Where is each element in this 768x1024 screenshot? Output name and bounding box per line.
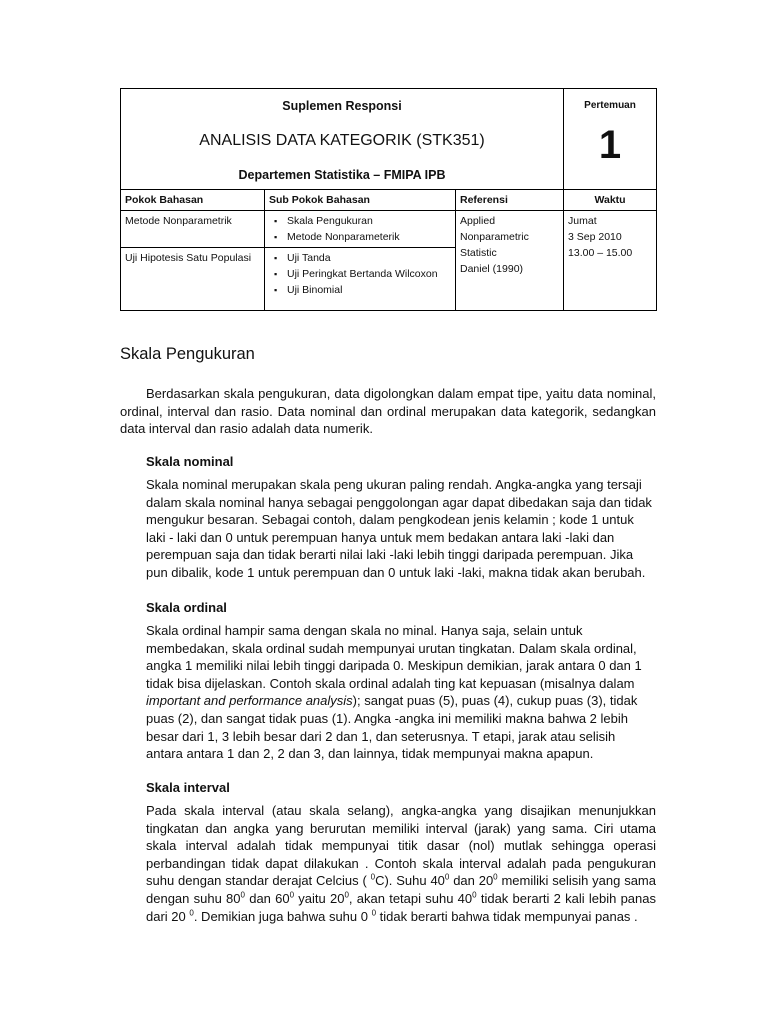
time-cell — [564, 211, 657, 311]
text-span: C). Suhu 40 — [375, 873, 445, 889]
text-line: antara antara 1 dan 2, 2 dan 3, dan lainnya, tidak mempunyai makna apapun. — [146, 746, 594, 762]
text-line: besar dari 1, 3 lebih besar dari 2 dan 1, dan seterusnya. T etapi, jarak atau selisih — [146, 728, 616, 744]
subsection-title-interval: Skala interval — [146, 780, 230, 795]
text-span: tidak berarti bahwa tidak mempunyai panas . — [376, 908, 638, 924]
text-line: Skala nominal merupakan skala peng ukuran paling rendah. Angka-angka yang tersaji — [146, 477, 642, 492]
text-span: tidak berarti 2 kali lebih panas dari 20 — [146, 890, 656, 924]
degree-mark: 0 — [189, 908, 194, 918]
degree-mark: 0 — [444, 873, 450, 883]
subtopic-item: ▪ Uji Binomial — [269, 282, 451, 298]
subsection-title-ordinal: Skala ordinal — [146, 600, 227, 615]
degree-mark: 0 — [344, 890, 349, 900]
subtopic-cell — [265, 211, 456, 248]
reference-cell — [456, 211, 564, 311]
text-line: mengukur besaran. Sebagai contoh, dalam pengkodean jenis kelamin ; kode 1 untuk — [146, 512, 634, 528]
degree-mark: 0 — [493, 873, 498, 883]
text-line: tidak bisa dijelaskan. Contoh skala ordinal adalah ting kat kepuasan (misalnya dalam — [146, 675, 635, 691]
subtopic-item: ▪ Metode Nonparameterik — [269, 229, 451, 245]
text-span: dan 60 — [244, 890, 290, 906]
supplement-label: Suplemen Responsi — [282, 99, 402, 113]
course-title: ANALISIS DATA KATEGORIK (STK351) — [199, 132, 485, 149]
column-header: Pokok Bahasan — [121, 190, 265, 211]
text-span: ); sangat puas (5), puas (4), cukup puas (3), tidak — [352, 693, 638, 709]
degree-mark: 0 — [370, 873, 376, 883]
degree-mark: 0 — [289, 890, 295, 900]
subtopic-item: ▪ Skala Pengukuran — [269, 213, 451, 229]
degree-mark: 0 — [371, 908, 377, 918]
italic-term: important and performance analysis — [146, 693, 353, 709]
text-span: , akan tetapi suhu 40 — [348, 890, 473, 906]
time-line: 13.00 – 15.00 — [568, 247, 633, 259]
text-line: angka 1 memiliki nilai lebih tinggi daripada 0. Meskipun demikian, jarak antara 0 dan 1 — [146, 658, 642, 674]
nominal-paragraph — [146, 476, 656, 582]
text-span: dan 20 — [449, 873, 494, 889]
text-span: yaitu 20 — [294, 890, 345, 906]
text-span: . Demikian juga bahwa suhu 0 — [193, 908, 372, 924]
subsection-title-nominal: Skala nominal — [146, 454, 234, 469]
topic-cell: Metode Nonparametrik — [121, 211, 265, 248]
text-line: perempuan saja dan tidak berarti nilai laki -laki lebih tinggi daripada perempuan. Jika — [146, 547, 634, 563]
column-header: Referensi — [456, 190, 564, 211]
column-header: Waktu — [564, 190, 657, 211]
column-header: Sub Pokok Bahasan — [265, 190, 456, 211]
subtopic-cell — [265, 248, 456, 311]
text-line: dalam skala nominal hanya sebagai penggolongan agar dapat dibedakan saja dan tidak — [146, 494, 652, 510]
department-name: Departemen Statistika – FMIPA IPB — [238, 168, 446, 182]
text-line: pun dibalik, kode 1 untuk perempuan dan 0 untuk laki -laki, makna tidak akan berubah. — [146, 564, 646, 580]
text-line: laki - laki dan 0 untuk perempuan hanya untuk mem bedakan antara laki -laki dan — [146, 529, 615, 545]
degree-mark: 0 — [240, 890, 245, 900]
topic-cell: Uji Hipotesis Satu Populasi — [121, 248, 265, 311]
meeting-number: 1 — [598, 123, 622, 167]
reference-line: Statistic — [460, 247, 497, 259]
table-header-row — [121, 190, 657, 211]
text-line: membedakan, skala ordinal sudah mempunyai urutan tingkatan. Dalam skala ordinal, — [146, 640, 637, 656]
subtopic-item: ▪ Uji Peringkat Bertanda Wilcoxon — [269, 266, 451, 282]
table-row — [121, 211, 657, 248]
text-span: Pada skala interval (atau skala selang), angka-angka yang disajikan menunjukkan tingkatan dan angka yang berurutan memiliki interval (jarak) yang sama. Ciri utama skala interval adalah tidak mempunyai titik dasar (nol) mutlak sehingga operasi perbandingan tidak dapat dilakukan . Contoh skala interval adalah pada pengukuran suhu dengan standar derajat Celcius ( — [146, 803, 656, 889]
text-line: puas (2), dan sangat tidak puas (1). Angka -angka ini memiliki makna bahwa 2 lebih — [146, 710, 628, 726]
title-cell — [121, 89, 564, 190]
text-line: Skala ordinal hampir sama dengan skala no minal. Hanya saja, selain untuk — [146, 623, 583, 638]
reference-line: Applied — [460, 215, 496, 227]
intro-paragraph: Berdasarkan skala pengukuran, data digolongkan dalam empat tipe, yaitu data nominal, ordinal, interval dan rasio. Data nominal dan ordinal merupakan data kategorik, sedangkan data interval dan rasio adalah data numerik. — [120, 386, 656, 437]
subtopic-item: ▪ Uji Tanda — [269, 250, 451, 266]
meeting-cell — [564, 89, 657, 190]
text-span: memiliki selisih yang sama dengan suhu 80 — [146, 873, 656, 906]
time-line: Jumat — [568, 215, 597, 227]
interval-paragraph — [146, 802, 656, 925]
degree-mark: 0 — [472, 890, 477, 900]
time-line: 3 Sep 2010 — [568, 231, 622, 243]
ordinal-paragraph — [146, 622, 656, 763]
reference-line: Nonparametric — [460, 231, 529, 243]
text-line — [146, 692, 656, 710]
course-header-table — [120, 88, 657, 311]
section-title: Skala Pengukuran — [120, 345, 255, 363]
reference-line: Daniel (1990) — [460, 263, 524, 275]
meeting-label: Pertemuan — [584, 100, 636, 111]
